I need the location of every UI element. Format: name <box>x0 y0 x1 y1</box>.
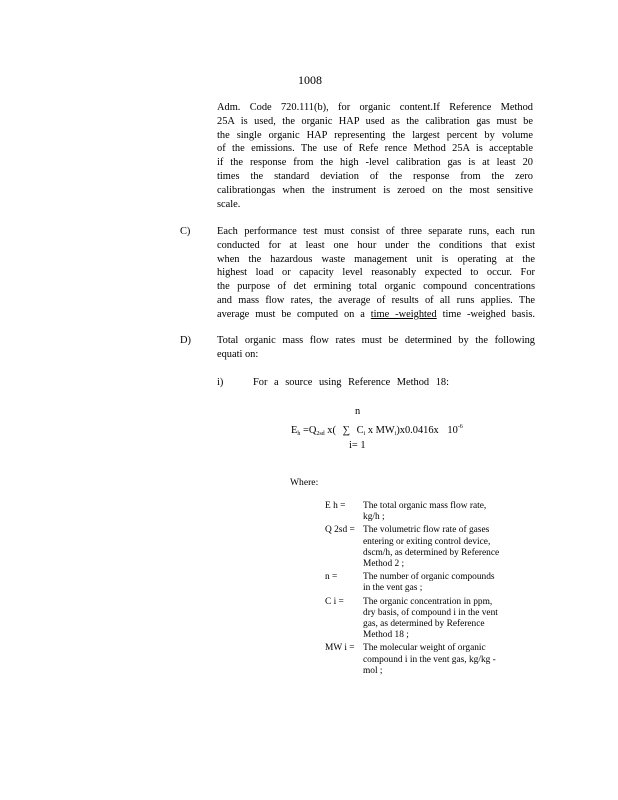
definition-line: dscm/h, as determined by Reference <box>363 547 500 558</box>
intro-line: scale. <box>217 198 241 210</box>
definition-line: compound i in the vent gas, kg/kg - <box>363 654 496 665</box>
intro-line: the single organic HAP representing the largest percent by volume <box>217 129 533 141</box>
subitem-i-label: i) <box>217 377 224 388</box>
definition-term: C i = <box>325 596 344 607</box>
definition-line: The total organic mass flow rate, <box>363 501 487 511</box>
item-c-line: highest load or capacity level reasonably expected to occur. For <box>217 267 535 279</box>
page-number: 1008 <box>298 73 322 87</box>
variable-definitions <box>325 501 535 679</box>
definition-term: MW i = <box>325 643 355 654</box>
item-c-paragraph <box>217 225 535 322</box>
eq-c-sub: i <box>363 431 366 437</box>
definition-mwi <box>325 643 535 677</box>
intro-line: 25A is used, the organic HAP used as the calibration gas must be <box>217 115 533 127</box>
eq-lhs-sub: h <box>297 431 301 437</box>
intro-line: calibrationgas when the instrument is zeroed on the most sensitive <box>217 184 533 196</box>
definition-line: gas, as determined by Reference <box>363 619 485 630</box>
intro-line: of the emissions. The use of Refe rence Method 25A is acceptable <box>217 143 533 155</box>
eq-mw-sub: i <box>394 431 397 437</box>
item-c-line: the purpose of det ermining total organic compound concentrations <box>217 281 535 293</box>
item-d-line: Total organic mass flow rates must be determined by the following <box>217 335 535 346</box>
definition-desc <box>363 597 535 642</box>
sigma-symbol: ∑ <box>342 425 350 436</box>
definition-line: The number of organic compounds <box>363 572 495 583</box>
eq-exp: -6 <box>457 424 463 430</box>
intro-line: times the standard deviation of the response from the zero <box>217 170 533 182</box>
intro-paragraph <box>217 101 533 211</box>
eq-q-sub: 2sd <box>316 431 325 437</box>
item-c-last-post: time -weighed basis. <box>436 308 535 320</box>
eq-ten: 10 <box>447 425 458 436</box>
intro-line: Adm. Code 720.111(b), for organic content.If Reference Method <box>217 102 533 113</box>
item-c-line: conducted for at least one hour under the conditions that exist <box>217 239 535 251</box>
eq-lhs: E <box>291 425 298 436</box>
definition-desc <box>363 501 535 523</box>
definition-line: entering or exiting control device, <box>363 536 491 547</box>
definition-line: in the vent gas ; <box>363 583 423 594</box>
definition-line: mol ; <box>363 665 383 676</box>
item-c-line: when the hazardous waste management unit is operating at the <box>217 253 535 265</box>
item-c-line: Each performance test must consist of three separate runs, each run <box>217 226 535 237</box>
item-d-label: D) <box>180 335 191 346</box>
definition-term: E h = <box>325 501 346 511</box>
mass-flow-equation <box>291 424 463 437</box>
sum-lower-limit: i= 1 <box>349 440 366 451</box>
item-d-paragraph <box>217 334 535 362</box>
definition-term: Q 2sd = <box>325 525 355 536</box>
definition-term: n = <box>325 572 338 583</box>
definition-ci <box>325 597 535 642</box>
definition-eh <box>325 501 535 523</box>
definition-desc <box>363 643 535 677</box>
subitem-i-text: For a source using Reference Method 18: <box>253 377 449 388</box>
eq-tail: )x0.0416x <box>396 425 439 436</box>
item-d-line: equati on: <box>217 348 259 360</box>
definition-n <box>325 572 535 594</box>
item-c-last-line <box>217 308 535 322</box>
definition-line: kg/h ; <box>363 512 385 523</box>
definition-line: The molecular weight of organic <box>363 643 486 654</box>
item-c-line: and mass flow rates, the average of results of all runs applies. The <box>217 294 535 306</box>
time-weighted-underlined: time -weighted <box>370 308 437 320</box>
definition-line: The organic concentration in ppm, <box>363 596 493 607</box>
item-c-label: C) <box>180 226 191 237</box>
definition-line: dry basis, of compound i in the vent <box>363 607 498 618</box>
definition-line: The volumetric flow rate of gases <box>363 525 490 536</box>
eq-equals-q: =Q <box>302 425 317 436</box>
definition-desc <box>363 572 535 594</box>
eq-x-open: x( <box>327 425 336 436</box>
eq-c: C <box>356 425 364 436</box>
item-c-last-pre: average must be computed on a <box>217 308 371 320</box>
sum-upper-limit: n <box>355 406 361 417</box>
definition-line: Method 18 ; <box>363 630 409 641</box>
intro-line: if the response from the high -level calibration gas is at least 20 <box>217 157 533 169</box>
where-label: Where: <box>290 477 319 488</box>
definition-q2sd <box>325 525 535 570</box>
definition-desc <box>363 525 535 570</box>
definition-line: Method 2 ; <box>363 559 405 570</box>
eq-mw: x MW <box>367 425 395 436</box>
